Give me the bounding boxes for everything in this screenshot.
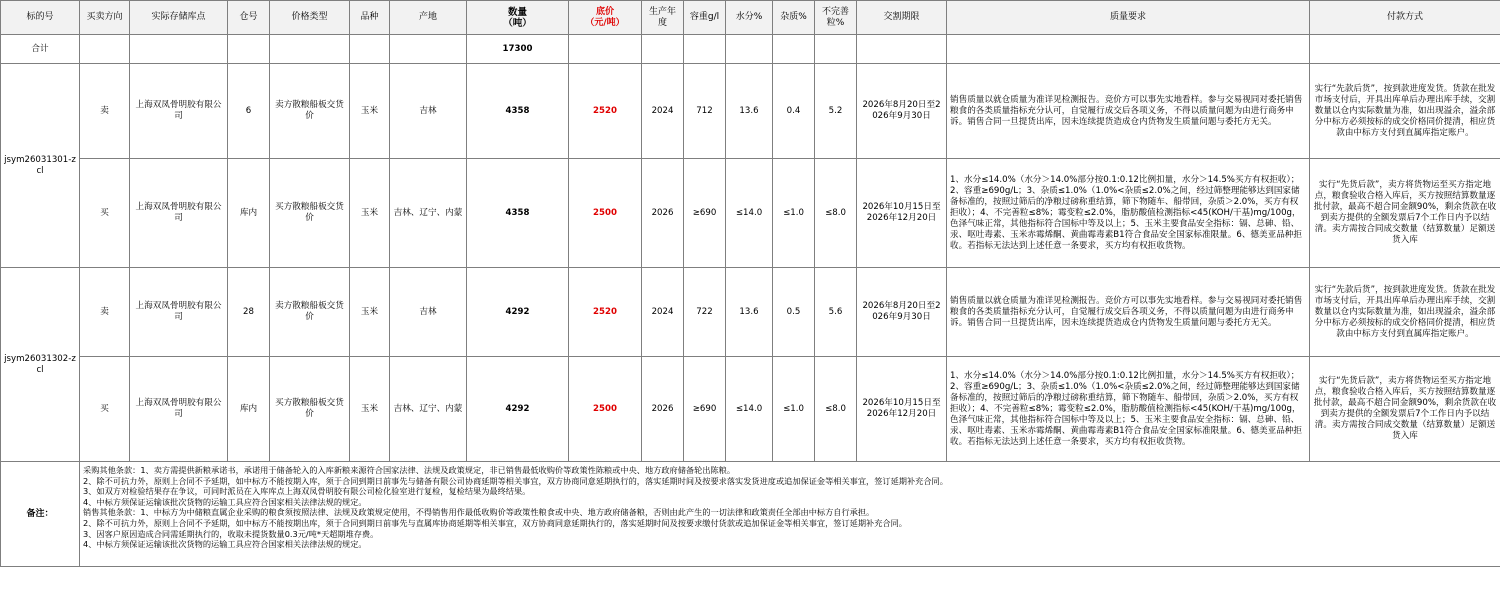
payment-cell: 实行“先货后款”，卖方将货物运至买方指定地点，粮食验收合格入库后，买方按照结算数量逐批付款，最高不超合同金额90%，剩余货款在收到卖方提供的全额发票后7个工作日内予以结清。卖方需按合同成交数量（结算数量）足额送货入库	[1310, 159, 1500, 268]
delivery-cell: 2026年10月15日至2026年12月20日	[857, 159, 947, 268]
price-type-cell: 卖方散粮船板交货价	[270, 64, 350, 159]
direction-cell: 买	[80, 357, 130, 462]
header-moisture: 水分%	[726, 1, 773, 35]
origin-cell: 吉林、辽宁、内蒙	[390, 357, 467, 462]
bin-cell: 6	[228, 64, 270, 159]
table-row	[1, 268, 1500, 357]
header-bin: 仓号	[228, 1, 270, 35]
header-row	[1, 1, 1500, 35]
note-line: 2、除不可抗力外，原则上合同不予延期，如中标方不能按期入库，须于合同到期日前事先与储备有限公司协商延期等相关事宜，双方协商同意延期执行的，落实延期时间及按要求落实发货进度或追加保证金等相关事宜，签订延期补充合同。	[83, 475, 948, 486]
direction-cell: 卖	[80, 268, 130, 357]
note-line: 4、中标方须保证运输该批次货物的运输工具应符合国家相关法律法规的规定。	[83, 496, 367, 507]
impurity-cell: ≤1.0	[773, 357, 815, 462]
price-type-cell: 卖方散粮船板交货价	[270, 268, 350, 357]
payment-cell: 实行“先货后款”，卖方将货物运至买方指定地点，粮食验收合格入库后，买方按照结算数量逐批付款，最高不超合同金额90%，剩余货款在收到卖方提供的全额发票后7个工作日内予以结清。卖方需按合同成交数量（结算数量）足额送货入库	[1310, 357, 1500, 462]
header-payment: 付款方式	[1310, 1, 1500, 35]
floor-price-cell: 2520	[569, 64, 642, 159]
origin-cell: 吉林	[390, 268, 467, 357]
lot-number: jsym26031301-zcl	[1, 64, 80, 268]
variety-cell: 玉米	[350, 159, 390, 268]
note-line: 4、中标方须保证运输该批次货物的运输工具应符合国家相关法律法规的规定。	[83, 539, 367, 550]
variety-cell: 玉米	[350, 64, 390, 159]
density-cell: ≥690	[684, 357, 726, 462]
imperfect-cell: 5.2	[815, 64, 857, 159]
total-quantity: 17300	[467, 35, 569, 64]
header-imperfect: 不完善 粒%	[815, 1, 857, 35]
warehouse-cell: 上海双凤骨明胶有限公司	[130, 64, 228, 159]
total-label: 合计	[1, 35, 80, 64]
moisture-cell: ≤14.0	[726, 357, 773, 462]
year-cell: 2026	[642, 357, 684, 462]
delivery-cell: 2026年8月20日至2026年9月30日	[857, 268, 947, 357]
header-variety: 品种	[350, 1, 390, 35]
header-quantity: 数量 （吨）	[467, 1, 569, 35]
floor-price-cell: 2500	[569, 357, 642, 462]
direction-cell: 买	[80, 159, 130, 268]
warehouse-cell: 上海双凤骨明胶有限公司	[130, 159, 228, 268]
header-floor-price: 底价 （元/吨）	[569, 1, 642, 35]
impurity-cell: ≤1.0	[773, 159, 815, 268]
note-line: 3、如双方对检验结果存在争议，可同时派员在入库库点上海双凤骨明胶有限公司检化验室进行复检，复检结果为最终结果。	[83, 486, 531, 497]
notes-row	[1, 462, 1500, 567]
year-cell: 2024	[642, 64, 684, 159]
header-delivery: 交割期限	[857, 1, 947, 35]
floor-price-cell: 2520	[569, 268, 642, 357]
note-line: 销售其他条款：1、中标方为中储粮直属企业采购的粮食须按照法律、法规及政策规定使用，不得销售用作最低收购价等政策性粮食或中央、地方政府储备粮，否则由此产生的一切法律和政策责任全部由中标方自行承担。	[83, 507, 875, 518]
variety-cell: 玉米	[350, 268, 390, 357]
table-row	[1, 159, 1500, 268]
quantity-cell: 4292	[467, 268, 569, 357]
quantity-cell: 4358	[467, 64, 569, 159]
header-direction: 买卖方向	[80, 1, 130, 35]
header-quality: 质量要求	[947, 1, 1310, 35]
delivery-cell: 2026年10月15日至2026年12月20日	[857, 357, 947, 462]
header-year: 生产年度	[642, 1, 684, 35]
lot-number: jsym26031302-zcl	[1, 268, 80, 462]
origin-cell: 吉林	[390, 64, 467, 159]
bin-cell: 库内	[228, 159, 270, 268]
variety-cell: 玉米	[350, 357, 390, 462]
floor-price-cell: 2500	[569, 159, 642, 268]
delivery-cell: 2026年8月20日至2026年9月30日	[857, 64, 947, 159]
year-cell: 2026	[642, 159, 684, 268]
table-row	[1, 64, 1500, 159]
header-density: 容重g/l	[684, 1, 726, 35]
moisture-cell: 13.6	[726, 268, 773, 357]
density-cell: ≥690	[684, 159, 726, 268]
quantity-cell: 4292	[467, 357, 569, 462]
header-price-type: 价格类型	[270, 1, 350, 35]
bin-cell: 库内	[228, 357, 270, 462]
payment-cell: 实行“先款后货”，按到款进度发货。货款在批发市场支付后，开具出库单后办理出库手续，交割数量以仓内实际数量为准，如出现溢余，溢余部分中标方必须按标的成交价格同价提清，相应货款由中标方支付到直属库指定账户。	[1310, 268, 1500, 357]
direction-cell: 卖	[80, 64, 130, 159]
notes-label: 备注：	[1, 462, 80, 567]
origin-cell: 吉林、辽宁、内蒙	[390, 159, 467, 268]
price-type-cell: 买方散粮船板交货价	[270, 159, 350, 268]
density-cell: 722	[684, 268, 726, 357]
density-cell: 712	[684, 64, 726, 159]
header-lot-no: 标的号	[1, 1, 80, 35]
quality-cell: 1、水分≤14.0%（水分＞14.0%部分按0.1:0.12比例扣量，水分＞14.5%买方有权拒收）；2、容重≥690g/L；3、杂质≤1.0%（1.0%<杂质≤2.0%之间，经过筛整理能够达到国家储备标准的，按照过筛后的净粮过磅称重结算，筛下物随车、船带回，杂质＞2.0%，买方有权拒收）；4、不完善粒≤8%；霉变粒≤2.0%，脂肪酸值检测指标<45(KOH/干基)mg/100g，色泽气味正常，其他指标符合国标中等及以上；5、玉米主要食品安全指标：镉、总砷、铅、汞、呕吐毒素、玉米赤霉烯酮、黄曲霉毒素B1符合食品安全国家标准限量。6、德美亚品种拒收。若指标无法达到上述任意一条要求，买方均有权拒收货物。	[947, 357, 1310, 462]
moisture-cell: ≤14.0	[726, 159, 773, 268]
note-line: 采购其他条款：1、卖方需提供新粮承诺书，承诺用于储备轮入的入库新粮来源符合国家法律、法规及政策规定，非已销售最低收购价等政策性陈粮或中央、地方政府储备轮出陈粮。	[83, 465, 736, 475]
quality-cell: 销售质量以就仓质量为准详见检测报告。竞价方可以事先实地看样。参与交易视同对委托销售粮食的各类质量指标充分认可，自觉履行成交后各项义务，不得以质量问题为由进行商务申诉。销售合同一旦提货出库，因未连续提货造成仓内货物发生质量问题与委托方无关。	[947, 268, 1310, 357]
warehouse-cell: 上海双凤骨明胶有限公司	[130, 268, 228, 357]
header-warehouse: 实际存储库点	[130, 1, 228, 35]
year-cell: 2024	[642, 268, 684, 357]
imperfect-cell: ≤8.0	[815, 357, 857, 462]
header-origin: 产地	[390, 1, 467, 35]
imperfect-cell: ≤8.0	[815, 159, 857, 268]
payment-cell: 实行“先款后货”，按到款进度发货。货款在批发市场支付后，开具出库单后办理出库手续，交割数量以仓内实际数量为准，如出现溢余，溢余部分中标方必须按标的成交价格同价提清，相应货款由中标方支付到直属库指定账户。	[1310, 64, 1500, 159]
header-impurity: 杂质%	[773, 1, 815, 35]
bin-cell: 28	[228, 268, 270, 357]
imperfect-cell: 5.6	[815, 268, 857, 357]
quality-cell: 销售质量以就仓质量为准详见检测报告。竞价方可以事先实地看样。参与交易视同对委托销售粮食的各类质量指标充分认可，自觉履行成交后各项义务，不得以质量问题为由进行商务申诉。销售合同一旦提货出库，因未连续提货造成仓内货物发生质量问题与委托方无关。	[947, 64, 1310, 159]
notes-text	[80, 462, 1500, 567]
table-row	[1, 357, 1500, 462]
impurity-cell: 0.5	[773, 268, 815, 357]
total-row	[1, 35, 1500, 64]
note-line: 3、因客户原因造成合同需延期执行的，收取未提货数量0.3元/吨*天超期堆存费。	[83, 528, 379, 539]
price-type-cell: 买方散粮船板交货价	[270, 357, 350, 462]
quality-cell: 1、水分≤14.0%（水分＞14.0%部分按0.1:0.12比例扣量，水分＞14.5%买方有权拒收）；2、容重≥690g/L；3、杂质≤1.0%（1.0%<杂质≤2.0%之间，经过筛整理能够达到国家储备标准的，按照过筛后的净粮过磅称重结算，筛下物随车、船带回，杂质＞2.0%，买方有权拒收）；4、不完善粒≤8%；霉变粒≤2.0%，脂肪酸值检测指标<45(KOH/干基)mg/100g，色泽气味正常，其他指标符合国标中等及以上；5、玉米主要食品安全指标：镉、总砷、铅、汞、呕吐毒素、玉米赤霉烯酮、黄曲霉毒素B1符合食品安全国家标准限量。6、德美亚品种拒收。若指标无法达到上述任意一条要求，买方均有权拒收货物。	[947, 159, 1310, 268]
note-line: 2、除不可抗力外，原则上合同不予延期，如中标方不能按期出库，须于合同到期日前事先与直属库协商延期等相关事宜，双方协商同意延期执行的，落实延期时间及按要求缴付货款或追加保证金等相关事宜，签订延期补充合同。	[83, 517, 907, 528]
quantity-cell: 4358	[467, 159, 569, 268]
warehouse-cell: 上海双凤骨明胶有限公司	[130, 357, 228, 462]
moisture-cell: 13.6	[726, 64, 773, 159]
impurity-cell: 0.4	[773, 64, 815, 159]
